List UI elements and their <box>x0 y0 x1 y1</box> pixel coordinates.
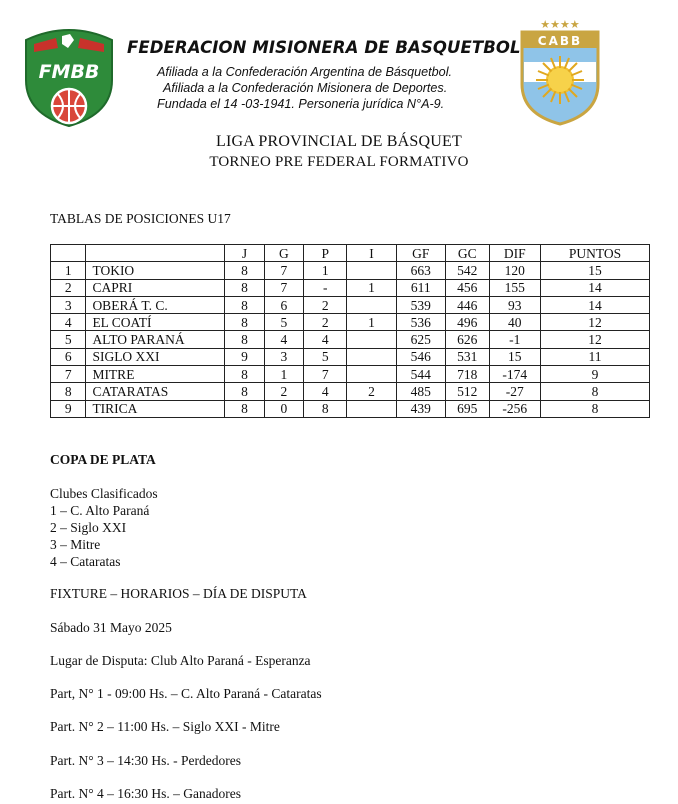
cell-club: TIRICA <box>86 400 225 417</box>
cell-i: 2 <box>347 383 396 400</box>
table-row <box>51 383 650 400</box>
cell-club: CAPRI <box>86 279 225 296</box>
cell-club: OBERÁ T. C. <box>86 296 225 313</box>
table-header-row <box>51 245 650 262</box>
fecha-text: Sábado 31 Mayo 2025 <box>50 620 172 635</box>
cell-puntos: 12 <box>541 331 650 348</box>
cell-puntos: 14 <box>541 279 650 296</box>
table-row <box>51 366 650 383</box>
cell-gf: 625 <box>396 331 445 348</box>
cell-i: 1 <box>347 314 396 331</box>
partido-item: Part. N° 4 – 16:30 Hs. – Ganadores <box>50 786 241 801</box>
cell-g: 7 <box>264 262 303 279</box>
cell-j: 8 <box>225 314 264 331</box>
table-row <box>51 400 650 417</box>
list-item: 3 – Mitre <box>50 537 101 552</box>
cell-gc: 446 <box>446 296 490 313</box>
cell-i <box>347 400 396 417</box>
cell-gf: 485 <box>396 383 445 400</box>
cell-pos: 1 <box>51 262 86 279</box>
cell-g: 3 <box>264 348 303 365</box>
cell-j: 9 <box>225 348 264 365</box>
clubes-title: Clubes Clasificados <box>50 486 158 501</box>
header-club <box>86 245 225 262</box>
cell-puntos: 15 <box>541 262 650 279</box>
cell-p: - <box>304 279 347 296</box>
cell-puntos: 11 <box>541 348 650 365</box>
fmbb-logo-text: FMBB <box>38 61 100 83</box>
table-row <box>51 262 650 279</box>
cabb-logo-text: CABB <box>537 34 583 48</box>
cell-pos: 3 <box>51 296 86 313</box>
header-p: P <box>304 245 347 262</box>
cell-gc: 512 <box>446 383 490 400</box>
liga-title: LIGA PROVINCIAL DE BÁSQUET <box>216 133 462 150</box>
header-i: I <box>347 245 396 262</box>
header-g: G <box>264 245 303 262</box>
cell-j: 8 <box>225 279 264 296</box>
cell-pos: 7 <box>51 366 86 383</box>
affiliation-line-1: Afiliada a la Confederación Argentina de Básquetbol. <box>157 65 452 79</box>
header-dif: DIF <box>489 245 540 262</box>
list-item: 1 – C. Alto Paraná <box>50 503 150 518</box>
cell-dif: -174 <box>489 366 540 383</box>
clubes-list <box>50 502 149 570</box>
cell-gc: 626 <box>446 331 490 348</box>
cell-gf: 663 <box>396 262 445 279</box>
affiliation-line-3: Fundada el 14 -03-1941. Personeria jurídica N°A-9. <box>157 97 445 111</box>
cell-g: 7 <box>264 279 303 296</box>
cell-puntos: 14 <box>541 296 650 313</box>
cell-j: 8 <box>225 262 264 279</box>
cell-club: CATARATAS <box>86 383 225 400</box>
cell-p: 8 <box>304 400 347 417</box>
cell-dif: 15 <box>489 348 540 365</box>
cell-pos: 9 <box>51 400 86 417</box>
cell-dif: 93 <box>489 296 540 313</box>
cell-i <box>347 331 396 348</box>
cell-p: 5 <box>304 348 347 365</box>
cell-pos: 6 <box>51 348 86 365</box>
cell-puntos: 9 <box>541 366 650 383</box>
cell-club: ALTO PARANÁ <box>86 331 225 348</box>
affiliation-line-2: Afiliada a la Confederación Misionera de Deportes. <box>163 81 448 95</box>
cell-dif: 155 <box>489 279 540 296</box>
cell-gf: 536 <box>396 314 445 331</box>
cell-gc: 695 <box>446 400 490 417</box>
cell-dif: -27 <box>489 383 540 400</box>
list-item: 4 – Cataratas <box>50 554 121 569</box>
cell-dif: 40 <box>489 314 540 331</box>
table-row <box>51 279 650 296</box>
cell-puntos: 8 <box>541 383 650 400</box>
table-row <box>51 314 650 331</box>
list-item: 2 – Siglo XXI <box>50 520 127 535</box>
cell-g: 5 <box>264 314 303 331</box>
cell-gf: 546 <box>396 348 445 365</box>
header-gc: GC <box>446 245 490 262</box>
cell-p: 2 <box>304 296 347 313</box>
fmbb-logo <box>20 26 118 128</box>
cell-gc: 718 <box>446 366 490 383</box>
cell-gf: 539 <box>396 296 445 313</box>
table-row <box>51 348 650 365</box>
cell-p: 1 <box>304 262 347 279</box>
cell-j: 8 <box>225 331 264 348</box>
standings-table <box>50 244 650 418</box>
cell-pos: 2 <box>51 279 86 296</box>
cell-i <box>347 348 396 365</box>
cell-j: 8 <box>225 400 264 417</box>
tablas-title: TABLAS DE POSICIONES U17 <box>50 211 231 226</box>
header-pos <box>51 245 86 262</box>
cell-gf: 439 <box>396 400 445 417</box>
cell-p: 2 <box>304 314 347 331</box>
cell-i: 1 <box>347 279 396 296</box>
table-row <box>51 296 650 313</box>
cell-pos: 4 <box>51 314 86 331</box>
cell-club: TOKIO <box>86 262 225 279</box>
cell-puntos: 12 <box>541 314 650 331</box>
cabb-logo <box>518 18 602 126</box>
cell-gc: 496 <box>446 314 490 331</box>
cell-gc: 542 <box>446 262 490 279</box>
header-puntos: PUNTOS <box>541 245 650 262</box>
federation-title: FEDERACION MISIONERA DE BASQUETBOL <box>127 38 521 57</box>
torneo-title: TORNEO PRE FEDERAL FORMATIVO <box>209 154 469 170</box>
cell-g: 0 <box>264 400 303 417</box>
cell-j: 8 <box>225 383 264 400</box>
cell-j: 8 <box>225 366 264 383</box>
cell-club: MITRE <box>86 366 225 383</box>
cell-gf: 544 <box>396 366 445 383</box>
cell-dif: -1 <box>489 331 540 348</box>
partido-item: Part. N° 3 – 14:30 Hs. - Perdedores <box>50 753 241 768</box>
cell-g: 4 <box>264 331 303 348</box>
cell-dif: 120 <box>489 262 540 279</box>
header-gf: GF <box>396 245 445 262</box>
cabb-stars: ★★★★ <box>540 18 580 31</box>
lugar-text: Lugar de Disputa: Club Alto Paraná - Esperanza <box>50 653 311 668</box>
fixture-title: FIXTURE – HORARIOS – DÍA DE DISPUTA <box>50 586 307 601</box>
cell-pos: 5 <box>51 331 86 348</box>
copa-title: COPA DE PLATA <box>50 452 156 467</box>
cell-club: EL COATÍ <box>86 314 225 331</box>
cell-p: 4 <box>304 383 347 400</box>
cell-puntos: 8 <box>541 400 650 417</box>
cell-club: SIGLO XXI <box>86 348 225 365</box>
cell-pos: 8 <box>51 383 86 400</box>
cell-g: 1 <box>264 366 303 383</box>
table-row <box>51 331 650 348</box>
header-j: J <box>225 245 264 262</box>
cell-i <box>347 262 396 279</box>
cell-g: 6 <box>264 296 303 313</box>
cell-dif: -256 <box>489 400 540 417</box>
partido-item: Part, N° 1 - 09:00 Hs. – C. Alto Paraná - Cataratas <box>50 686 322 701</box>
cell-p: 4 <box>304 331 347 348</box>
cell-gc: 456 <box>446 279 490 296</box>
cell-j: 8 <box>225 296 264 313</box>
cell-gc: 531 <box>446 348 490 365</box>
cell-i <box>347 296 396 313</box>
cell-g: 2 <box>264 383 303 400</box>
partido-item: Part. N° 2 – 11:00 Hs. – Siglo XXI - Mitre <box>50 719 280 734</box>
cell-i <box>347 366 396 383</box>
cell-p: 7 <box>304 366 347 383</box>
cell-gf: 611 <box>396 279 445 296</box>
